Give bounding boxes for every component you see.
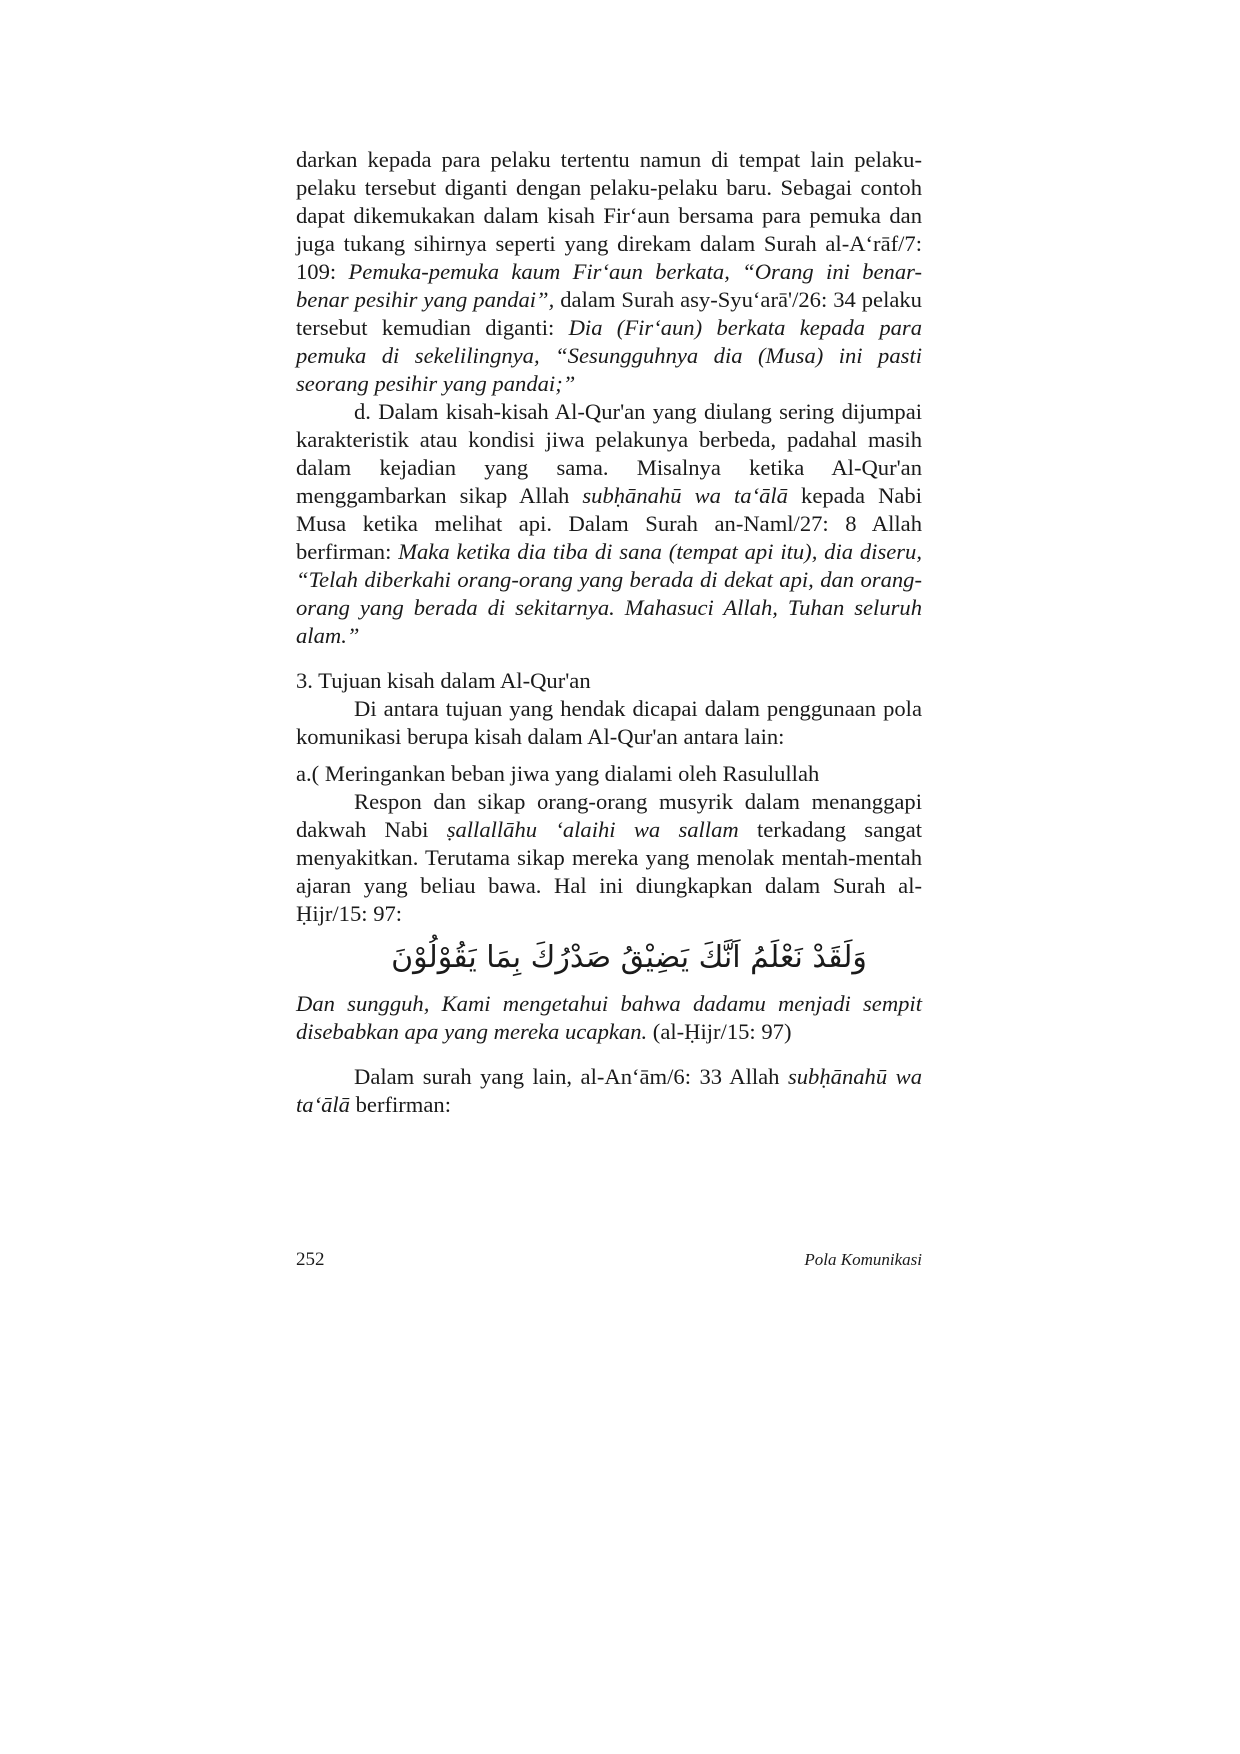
verse-reference: (al-Ḥijr/15: 97) [647, 1019, 792, 1044]
italic-quote: Maka ketika dia tiba di sana (tempat api itu), dia diseru, “Telah diberkahi orang-orang yang berada di dekat api, dan orang-orang yang berada di sekitarnya. Mahasuci Allah, Tuhan seluruh alam.” [296, 539, 923, 648]
paragraph-firaun-example [296, 146, 922, 398]
text-run: terkadang sangat menyakitkan. Terutama sikap mereka yang menolak mentah-mentah ajaran yang beliau bawa. Hal ini diungkapkan dalam Surah al-Ḥijr/15: 97: [296, 817, 922, 926]
section-heading: 3. Tujuan kisah dalam Al-Qur'an [296, 668, 591, 693]
text-run: berfirman: [349, 1092, 451, 1117]
paragraph-point-d [296, 398, 922, 650]
arabic-verse: وَلَقَدْ نَعْلَمُ اَنَّكَ يَضِيْقُ صَدْرُكَ بِمَا يَقُوْلُوْنَ [391, 940, 867, 975]
running-title: Pola Komunikasi [804, 1250, 922, 1269]
italic-honorific: subḥānahū wa ta‘ālā [296, 1064, 922, 1117]
italic-quote: Pemuka-pemuka kaum Fir‘aun berkata, “Orang ini benar-benar pesihir yang pandai”, [296, 259, 922, 312]
subheading-a: a.( Meringankan beban jiwa yang dialami oleh Rasulullah [296, 761, 820, 786]
paragraph-anam [296, 1063, 922, 1119]
text-run: Dalam surah yang lain, al-An‘ām/6: 33 Allah [354, 1064, 788, 1089]
page-number: 252 [296, 1249, 325, 1270]
text-run: d. Dalam kisah-kisah Al-Qur'an yang diulang sering dijumpai karakteristik atau kondisi jiwa pelakunya berbeda, padahal masih dalam kejadian yang sama. Misalnya ketika Al-Qur'an menggambarkan sikap Allah [296, 399, 922, 508]
text-run: darkan kepada para pelaku tertentu namun di tempat lain pelaku-pelaku tersebut diganti dengan pelaku-pelaku baru. Sebagai contoh dapat dikemukakan dalam kisah Fir‘aun bersama para pemuka dan juga tukang sihirnya seperti yang direkam dalam Surah al-A‘rāf/7: 109: [296, 147, 922, 284]
text-run: Respon dan sikap orang-orang musyrik dalam menanggapi dakwah Nabi [296, 789, 922, 842]
page-body [296, 146, 922, 1119]
text-run: dalam Surah asy-Syu‘arā'/26: 34 pelaku tersebut kemudian diganti: [296, 287, 922, 340]
italic-translation: Dan sungguh, Kami mengetahui bahwa dadamu menjadi sempit disebabkan apa yang mereka ucapkan. [296, 991, 922, 1044]
paragraph-intro-goals: Di antara tujuan yang hendak dicapai dalam penggunaan pola komunikasi berupa kisah dalam Al-Qur'an antara lain: [296, 696, 922, 749]
verse-translation [296, 990, 922, 1046]
text-run: kepada Nabi Musa ketika melihat api. Dalam Surah an-Naml/27: 8 Allah berfirman: [296, 483, 922, 564]
italic-quote: Dia (Fir‘aun) berkata kepada para pemuka di sekelilingnya, “Sesungguhnya dia (Musa) ini pasti seorang pesihir yang pandai;” [296, 315, 923, 396]
italic-honorific: ṣallallāhu ‘alaihi wa sallam [446, 817, 739, 842]
italic-honorific: subḥānahū wa ta‘ālā [582, 483, 788, 508]
paragraph-response-musyrik [296, 788, 922, 928]
